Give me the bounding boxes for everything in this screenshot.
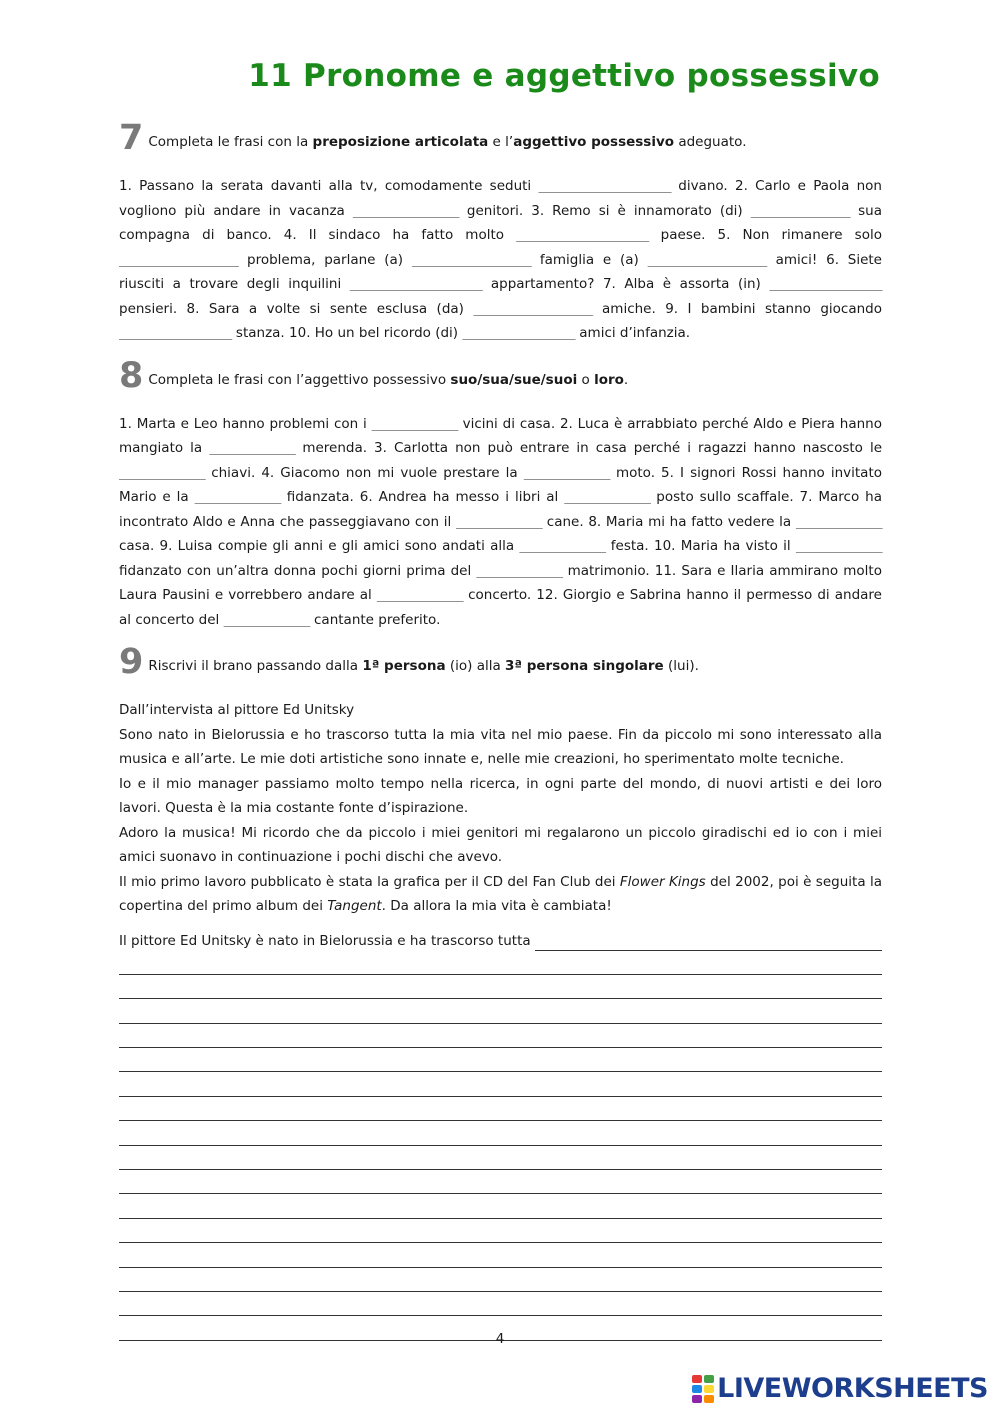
blank-1[interactable]: ____________________ bbox=[538, 179, 671, 193]
blank-6[interactable]: _____________ bbox=[564, 490, 651, 504]
answer-line[interactable] bbox=[119, 1292, 882, 1316]
story-paragraph-1: Sono nato in Bielorussia e ho trascorso tutta la mia vita nel mio paese. Fin da piccolo mi sono interessato alla musica e all’arte. Le mie doti artistiche sono innate e, nelle mie creazioni, ho sperimentato molte tecniche. bbox=[119, 726, 882, 767]
blank-11[interactable]: _________________ bbox=[119, 326, 232, 340]
rewrite-input[interactable] bbox=[535, 935, 882, 951]
answer-line[interactable] bbox=[119, 1194, 882, 1218]
blank-6[interactable]: __________________ bbox=[411, 252, 532, 267]
story-paragraph-3: Adoro la musica! Mi ricordo che da piccolo i miei genitori mi regalarono un piccolo giradischi ed io con i miei amici suonavo in continuazione i pochi dischi che avevo. bbox=[119, 824, 882, 865]
answer-line[interactable] bbox=[119, 1268, 882, 1292]
exercise-9-heading: 9 Riscrivi il brano passando dalla 1ª persona (io) alla 3ª persona singolare (lui). bbox=[119, 642, 699, 682]
blank-7[interactable]: __________________ bbox=[647, 252, 767, 267]
exercise-number: 8 bbox=[119, 355, 144, 396]
answer-line[interactable] bbox=[119, 1121, 882, 1145]
exercise-8-heading: 8 Completa le frasi con l’aggettivo possessivo suo/sua/sue/suoi o loro. bbox=[119, 355, 629, 396]
answer-line[interactable] bbox=[119, 1243, 882, 1267]
blank-10[interactable]: _____________ bbox=[795, 539, 882, 553]
blank-8[interactable]: ____________________ bbox=[349, 277, 483, 291]
blank-8[interactable]: _____________ bbox=[795, 514, 883, 529]
blank-10[interactable]: __________________ bbox=[473, 301, 593, 316]
page-number: 4 bbox=[495, 1331, 505, 1347]
exercise-number: 9 bbox=[119, 642, 144, 682]
answer-line[interactable] bbox=[119, 1146, 882, 1170]
answer-line[interactable] bbox=[119, 1097, 882, 1121]
blank-9[interactable]: _____________ bbox=[519, 539, 606, 553]
worksheet-content bbox=[119, 118, 882, 1341]
exercise-7-text: 1. Passano la serata davanti alla tv, comodamente seduti ____________________ divano. 2. Carlo e Paola non vogliono più andare in vacanza ________________ genitori. 3. Remo si è innamorato (di) _______________ sua compagna di banco. 4. Il sindaco ha fatto molto ____________________ paese. 5. Non rimanere solo __________________ problema, parlane (a) __________________ famiglia e (a) __________________ amici! 6. Siete riusciti a trovare degli inquilini ____________________ appartamento? 7. Alba è assorta (in) _________________ pensieri. 8. Sara a volte si sente esclusa (da) __________________ amiche. 9. I bambini stanno giocando _________________ stanza. 10. Ho un bel ricordo (di) _________________ amici d’infanzia. bbox=[119, 178, 883, 341]
answer-line[interactable] bbox=[119, 1170, 882, 1194]
liveworksheets-brand[interactable] bbox=[692, 1373, 988, 1404]
blank-12[interactable]: _____________ bbox=[376, 588, 463, 602]
blank-11[interactable]: _____________ bbox=[476, 563, 563, 578]
story-title: Dall’intervista al pittore Ed Unitsky bbox=[119, 702, 355, 718]
exercise-8-text: 1. Marta e Leo hanno problemi con i _____________ vicini di casa. 2. Luca è arrabbiato perché Aldo e Piera hanno mangiato la _____________ merenda. 3. Carlotta non può entrare in casa perché i ragazzi hanno nascosto le _____________ chiavi. 4. Giacomo non mi vuole prestare la _____________ moto. 5. I signori Rossi hanno invitato Mario e la _____________ fidanzata. 6. Andrea ha messo i libri al _____________ posto sullo scaffale. 7. Marco ha incontrato Aldo e Anna che passeggiavano con il _____________ cane. 8. Maria mi ha fatto vedere la _____________ casa. 9. Luisa compie gli anni e gli amici sono andati alla _____________ festa. 10. Maria ha visto il _____________ fidanzato con un’altra donna pochi giorni prima del _____________ matrimonio. 11. Sara e Ilaria ammirano molto Laura Pausini e vorrebbero andare al _____________ concerto. 12. Giorgio e Sabrina hanno il permesso di andare al concerto del _____________ cantante preferito. bbox=[119, 415, 883, 628]
answer-line[interactable] bbox=[119, 1072, 882, 1096]
answer-line[interactable] bbox=[119, 951, 882, 975]
blank-2[interactable]: ________________ bbox=[352, 203, 459, 218]
exercise-7-heading: 7 Completa le frasi con la preposizione articolata e l’aggettivo possessivo adeguato. bbox=[119, 118, 747, 158]
page-title: 11 Pronome e aggettivo possessivo bbox=[248, 58, 880, 94]
blank-12[interactable]: _________________ bbox=[462, 326, 575, 340]
blank-4[interactable]: ____________________ bbox=[516, 228, 649, 242]
answer-line[interactable] bbox=[119, 1219, 882, 1243]
blank-5[interactable]: __________________ bbox=[119, 252, 239, 267]
liveworksheets-logo-icon bbox=[692, 1375, 714, 1403]
answer-line[interactable] bbox=[119, 975, 882, 999]
blank-5[interactable]: _____________ bbox=[194, 490, 281, 504]
answer-line[interactable] bbox=[119, 1048, 882, 1072]
rewrite-start-line bbox=[119, 931, 882, 951]
blank-4[interactable]: _____________ bbox=[523, 465, 610, 480]
blank-7[interactable]: _____________ bbox=[455, 514, 543, 529]
answer-line[interactable] bbox=[119, 999, 882, 1023]
blank-9[interactable]: _________________ bbox=[769, 277, 883, 291]
blank-2[interactable]: _____________ bbox=[209, 441, 296, 455]
story-paragraph-4: Il mio primo lavoro pubblicato è stata la grafica per il CD del Fan Club dei Flower Kings del 2002, poi è seguita la copertina del primo album dei Tangent. Da allora la mia vita è cambiata! bbox=[119, 873, 882, 914]
blank-3[interactable]: _____________ bbox=[119, 465, 206, 480]
rewrite-answer-area[interactable] bbox=[119, 951, 882, 1341]
blank-1[interactable]: _____________ bbox=[371, 416, 458, 431]
blank-3[interactable]: _______________ bbox=[750, 203, 851, 218]
brand-name: LIVEWORKSHEETS bbox=[717, 1373, 988, 1404]
blank-13[interactable]: _____________ bbox=[223, 612, 310, 627]
story-paragraph-2: Io e il mio manager passiamo molto tempo nella ricerca, in ogni parte del mondo, di nuovi artisti e dei loro lavori. Questa è la mia costante fonte d’ispirazione. bbox=[119, 775, 882, 816]
exercise-number: 7 bbox=[119, 118, 144, 158]
answer-line[interactable] bbox=[119, 1024, 882, 1048]
rewrite-prompt: Il pittore Ed Unitsky è nato in Bielorussia e ha trascorso tutta bbox=[119, 932, 531, 949]
